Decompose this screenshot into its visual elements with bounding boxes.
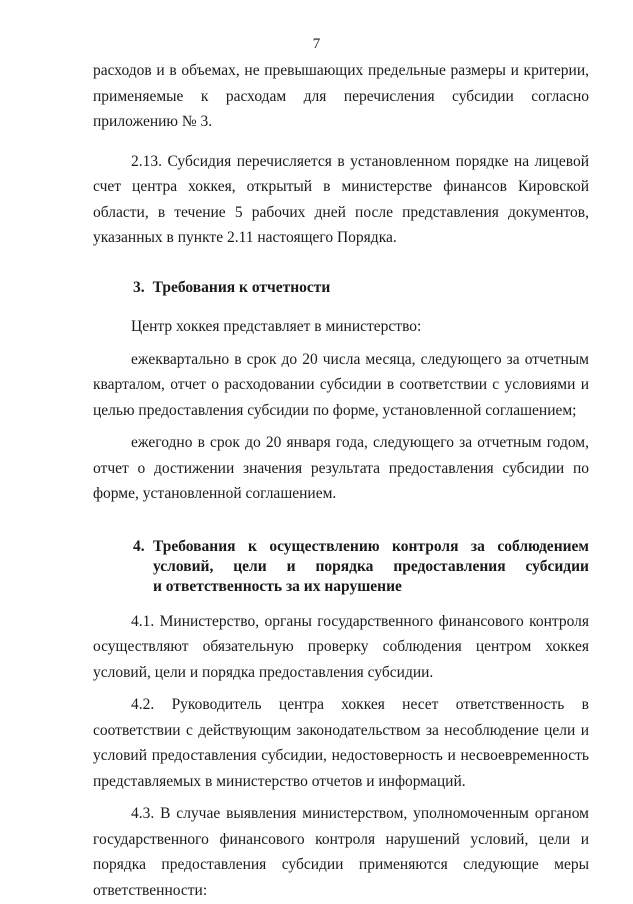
section-title-line: Требования к осуществлению контроля за соблюдением (153, 537, 589, 555)
paragraph-continuation: расходов и в объемах, не превышающих предельные размеры и критерии, применяемые к расходам для перечисления субсидии согласно приложению № 3. (93, 62, 589, 130)
section-heading-4 (93, 537, 589, 597)
section-heading-3 (93, 275, 589, 301)
paragraph-3-intro: Центр хоккея представляет в министерство: (131, 318, 422, 335)
paragraph-3-annual: ежегодно в срок до 20 января года, следующего за отчетным годом, отчет о достижении значения результата предоставления субсидии по форме, установленной соглашением. (93, 434, 589, 502)
paragraph-2-13: 2.13. Субсидия перечисляется в установленном порядке на лицевой счет центра хоккея, открытый в министерстве финансов Кировской области, в течение 5 рабочих дней после представления документов, указанных в пункте 2.11 настоящего Порядка. (93, 152, 589, 246)
section-title-line: условий, цели и порядка предоставления субсидии (153, 557, 589, 575)
section-title-line: и ответственность за их нарушение (153, 577, 402, 595)
document-body (93, 58, 589, 903)
paragraph-3-quarterly: ежеквартально в срок до 20 числа месяца, следующего за отчетным кварталом, отчет о расходовании субсидии в соответствии с условиями и целью предоставления субсидии по форме, установленной соглашением; (93, 350, 589, 419)
section-title (153, 537, 589, 597)
section-title: Требования к отчетности (152, 278, 331, 296)
section-number: 3. (133, 278, 145, 296)
paragraph-4-1: 4.1. Министерство, органы государственного финансового контроля осуществляют обязательную проверку соблюдения центром хоккея условий, цели и порядка предоставления субсидии. (93, 612, 589, 681)
page-number: 7 (312, 36, 321, 52)
paragraph-4-3: 4.3. В случае выявления министерством, уполномоченным органом государственного финансового контроля нарушений условий, цели и порядка предоставления субсидии применяются следующие меры ответственности: (93, 805, 589, 899)
paragraph-4-2: 4.2. Руководитель центра хоккея несет ответственность в соответствии с действующим законодательством за несоблюдение цели и условий предоставления субсидии, недостоверность и несвоевременность представляемых в министерство отчетов и информаций. (93, 696, 589, 790)
section-number: 4. (133, 537, 145, 555)
